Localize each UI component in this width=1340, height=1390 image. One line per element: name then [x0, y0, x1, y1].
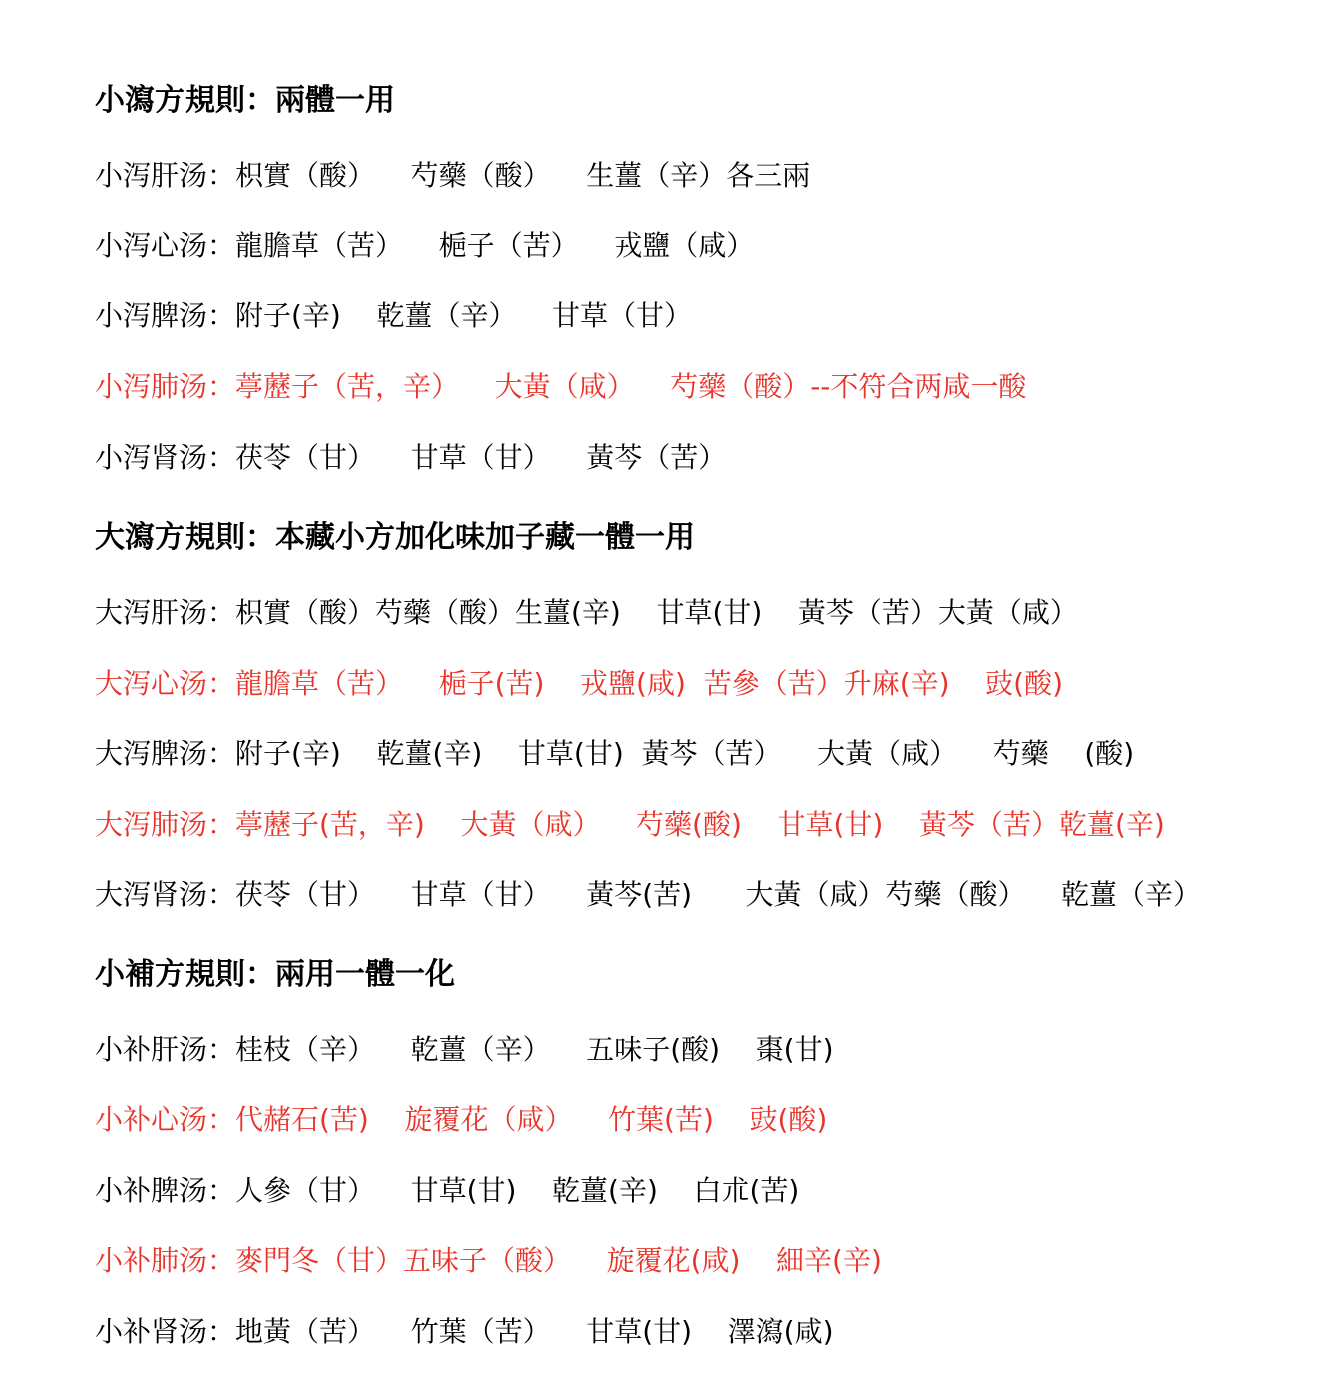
formula-line: 小补肾汤：地黃（苦） 竹葉（苦） 甘草(甘) 澤瀉(咸) — [95, 1315, 834, 1348]
formula-line: 小泻心汤：龍膽草（苦） 梔子（苦） 戎鹽（咸） — [95, 229, 755, 262]
section-heading-small-purge: 小瀉方規則：兩體一用 — [95, 83, 395, 118]
formula-line-highlighted: 大泻心汤：龍膽草（苦） 梔子(苦) 戎鹽(咸) 苦參（苦）升麻(辛) 豉(酸) — [95, 667, 1063, 700]
formula-line-highlighted: 大泻肺汤：葶藶子(苦，辛) 大黃（咸） 芍藥(酸) 甘草(甘) 黃芩（苦）乾薑(辛) — [95, 808, 1165, 841]
formula-line-highlighted: 小补肺汤：麥門冬（甘）五味子（酸） 旋覆花(咸) 細辛(辛) — [95, 1244, 882, 1277]
formula-line: 大泻肾汤：茯苓（甘） 甘草（甘） 黃芩(苦) 大黃（咸）芍藥（酸） 乾薑（辛） — [95, 878, 1202, 911]
formula-line: 小泻脾汤：附子(辛) 乾薑（辛） 甘草（甘） — [95, 299, 693, 332]
formula-line-highlighted: 小泻肺汤：葶藶子（苦，辛） 大黃（咸） 芍藥（酸）--不符合两咸一酸 — [95, 370, 1027, 403]
formula-line: 小补肝汤：桂枝（辛） 乾薑（辛） 五味子(酸) 棗(甘) — [95, 1033, 834, 1066]
formula-line: 小泻肝汤：枳實（酸） 芍藥（酸） 生薑（辛）各三兩 — [95, 159, 811, 192]
formula-line: 大泻脾汤：附子(辛) 乾薑(辛) 甘草(甘) 黃芩（苦） 大黃（咸） 芍藥 (酸) — [95, 737, 1135, 770]
formula-line-highlighted: 小补心汤：代赭石(苦) 旋覆花（咸） 竹葉(苦) 豉(酸) — [95, 1103, 828, 1136]
formula-line: 大泻肝汤：枳實（酸）芍藥（酸）生薑(辛) 甘草(甘) 黃芩（苦）大黃（咸） — [95, 596, 1078, 629]
section-heading-small-tonify: 小補方規則：兩用一體一化 — [95, 957, 455, 992]
formula-line: 小泻肾汤：茯苓（甘） 甘草（甘） 黃芩（苦） — [95, 441, 727, 474]
formula-line: 小补脾汤：人參（甘） 甘草(甘) 乾薑(辛) 白朮(苦) — [95, 1174, 800, 1207]
section-heading-large-purge: 大瀉方規則：本藏小方加化味加子藏一體一用 — [95, 520, 695, 555]
